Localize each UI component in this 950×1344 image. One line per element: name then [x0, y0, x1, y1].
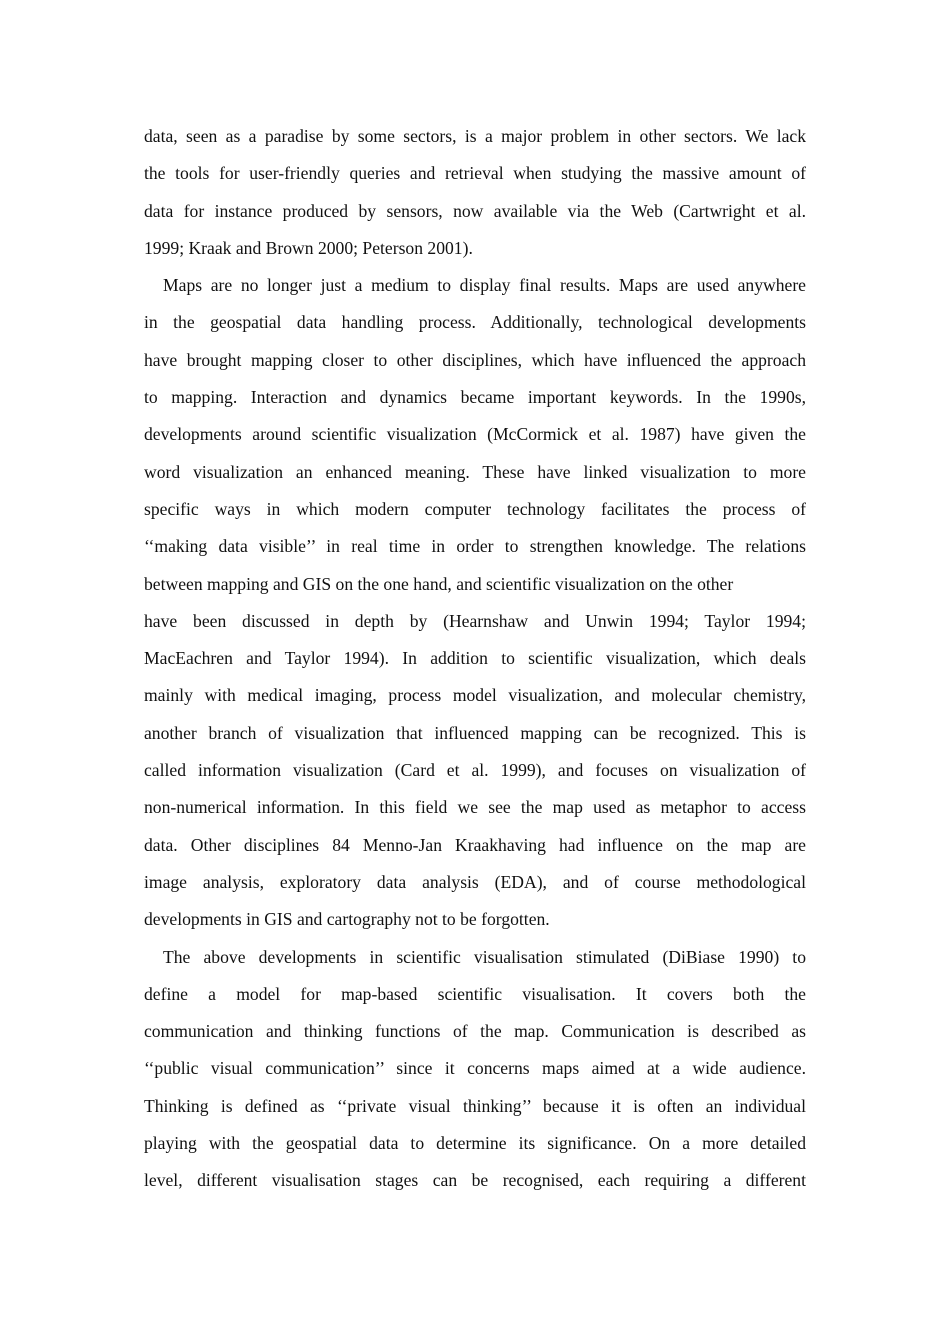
text-line: another branch of visualization that influenced mapping can be recognized. This is [144, 722, 806, 743]
text-line: data, seen as a paradise by some sectors, is a major problem in other sectors. We lack [144, 126, 806, 146]
document-page [144, 118, 806, 1200]
text-line: level, different visualisation stages can be recognised, each requiring a different [144, 1170, 806, 1191]
text-line: called information visualization (Card et al. 1999), and focuses on visualization of [144, 760, 806, 781]
text-line: word visualization an enhanced meaning. These have linked visualization to more [144, 461, 806, 482]
text-line: developments in GIS and cartography not to be forgotten. [144, 909, 550, 930]
text-line: in the geospatial data handling process. Additionally, technological developments [144, 312, 806, 333]
text-line: Thinking is defined as ‘‘private visual thinking’’ because it is often an individual [144, 1095, 806, 1116]
text-line: specific ways in which modern computer technology facilitates the process of [144, 498, 806, 519]
text-line: ‘‘public visual communication’’ since it concerns maps aimed at a wide audience. [144, 1058, 806, 1079]
text-line: to mapping. Interaction and dynamics became important keywords. In the 1990s, [144, 387, 806, 408]
text-line: ‘‘making data visible’’ in real time in order to strengthen knowledge. The relations [144, 536, 806, 557]
text-line: image analysis, exploratory data analysis (EDA), and of course methodological [144, 871, 806, 892]
text-line: mainly with medical imaging, process model visualization, and molecular chemistry, [144, 685, 806, 706]
text-line: define a model for map-based scientific visualisation. It covers both the [144, 983, 806, 1004]
text-line: non-numerical information. In this field we see the map used as metaphor to access [144, 797, 806, 818]
text-line: have brought mapping closer to other disciplines, which have influenced the approach [144, 349, 806, 370]
text-line: have been discussed in depth by (Hearnshaw and Unwin 1994; Taylor 1994; [144, 610, 806, 631]
text-line: the tools for user-friendly queries and retrieval when studying the massive amount of [144, 163, 806, 184]
text-line: Maps are no longer just a medium to display final results. Maps are used anywhere [163, 275, 806, 296]
paragraph-2 [144, 267, 806, 938]
text-line: data for instance produced by sensors, now available via the Web (Cartwright et al. [144, 200, 806, 221]
text-line: communication and thinking functions of the map. Communication is described as [144, 1021, 806, 1042]
text-line: playing with the geospatial data to determine its significance. On a more detailed [144, 1133, 806, 1154]
text-line: between mapping and GIS on the one hand, and scientific visualization on the other [144, 573, 734, 594]
text-line: data. Other disciplines 84 Menno-Jan Kraakhaving had influence on the map are [144, 834, 806, 855]
paragraph-3 [144, 939, 806, 1200]
text-line: The above developments in scientific visualisation stimulated (DiBiase 1990) to [163, 946, 806, 967]
text-line: MacEachren and Taylor 1994). In addition to scientific visualization, which deals [144, 648, 806, 669]
text-line: developments around scientific visualization (McCormick et al. 1987) have given the [144, 424, 806, 445]
text-line: 1999; Kraak and Brown 2000; Peterson 2001). [144, 237, 473, 258]
paragraph-1 [144, 118, 806, 267]
